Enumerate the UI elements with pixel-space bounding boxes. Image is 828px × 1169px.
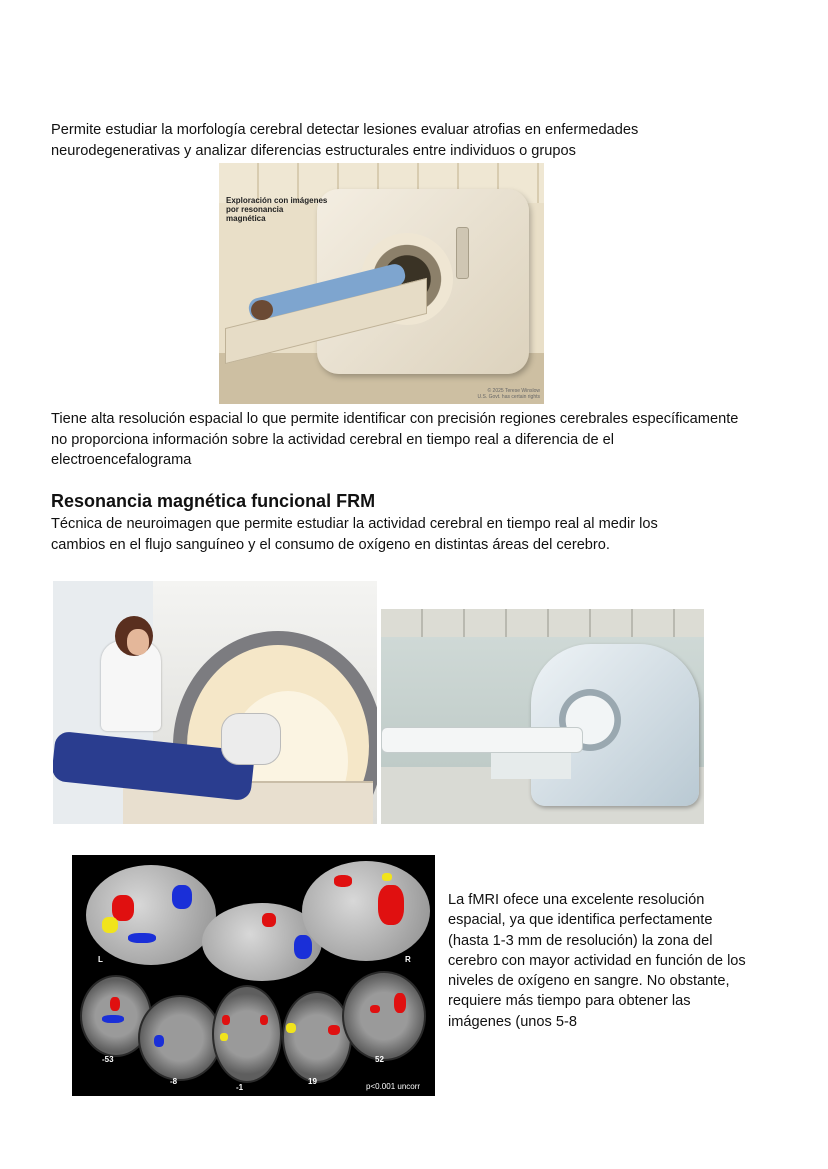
illustration-caption: Exploración con imágenes por resonancia magnética bbox=[226, 196, 328, 223]
scanner-room-photo bbox=[381, 609, 704, 824]
slice-label: -8 bbox=[170, 1077, 178, 1086]
paragraph-resolution: Tiene alta resolución espacial lo que permite identificar con precisión regiones cerebrales específicamente no proporciona información sobre la actividad cerebral en tiempo real a diferencia de el electroencefalograma bbox=[51, 411, 739, 468]
right-hemisphere-label: R bbox=[405, 955, 411, 964]
fmri-activation-map bbox=[72, 855, 435, 1096]
slice-label: -1 bbox=[236, 1083, 244, 1092]
paragraph-fmri-definition: Técnica de neuroimagen que permite estudiar la actividad cerebral en tiempo real al medir los cambios en el flujo sanguíneo y el consumo de oxígeno en distintas áreas del cerebro. bbox=[51, 516, 658, 553]
paragraph-fmri-resolution: La fMRI ofece una excelente resolución espacial, ya que identifica perfectamente (hasta 1-3 mm de resolución) la zona del cerebro con mayor actividad en función de los niveles de oxígeno en sangre. No obstante, requiere más tiempo para obtener las imágenes (unos 5-8 bbox=[448, 892, 746, 1030]
illustration-credit: © 2025 Terese Winslow U.S. Govt. has certain rights bbox=[477, 388, 540, 400]
section-heading: Resonancia magnética funcional FRM bbox=[51, 491, 376, 511]
left-hemisphere-label: L bbox=[98, 955, 103, 964]
technician-patient-photo bbox=[53, 581, 377, 824]
slice-label: 19 bbox=[308, 1077, 317, 1086]
threshold-label: p<0.001 uncorr bbox=[366, 1082, 421, 1091]
slice-label: -53 bbox=[102, 1055, 114, 1064]
slice-label: 52 bbox=[375, 1055, 384, 1064]
mri-scanner-illustration bbox=[219, 163, 544, 404]
paragraph-morphology: Permite estudiar la morfología cerebral detectar lesiones evaluar atrofias en enfermedades neurodegenerativas y analizar diferencias estructurales entre individuos o grupos bbox=[51, 122, 639, 159]
